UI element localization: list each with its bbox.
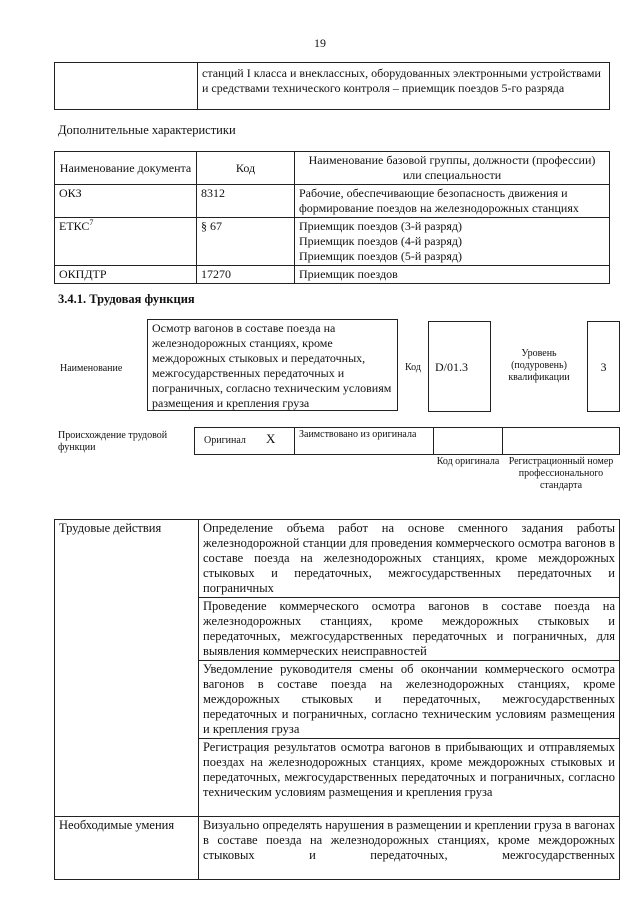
top-table-empty-cell bbox=[55, 63, 198, 110]
table-row bbox=[55, 218, 610, 266]
level-value-box: 3 bbox=[587, 321, 620, 412]
row-code: 17270 bbox=[197, 266, 295, 284]
row-name: Рабочие, обеспечивающие безопасность движения и формирование поездов на железнодорожных станциях bbox=[295, 185, 610, 218]
additional-table bbox=[54, 151, 610, 284]
header-doc: Наименование документа bbox=[55, 152, 197, 185]
reg-number-label: Регистрационный номер профессионального стандарта bbox=[508, 456, 614, 491]
labor-action-item: Определение объема работ на основе сменного задания работы железнодорожной станции для проведения коммерческого осмотра вагонов в составе поезда на железнодорожных станциях, кроме междорожных стыковых и передаточных, межгосударственных передаточных и пограничных bbox=[199, 520, 620, 598]
row-name-line: Приемщик поездов (5-й разряд) bbox=[299, 249, 462, 263]
row-doc: ЕТКС$^7$ bbox=[55, 218, 197, 266]
origin-label: Происхождение трудовой функции bbox=[58, 430, 168, 453]
row-doc: ОКПДТР bbox=[55, 266, 197, 284]
row-name: Приемщик поездов bbox=[295, 266, 610, 284]
labor-action-item: Регистрация результатов осмотра вагонов в прибывающих и отправляемых поездах на железнодорожных станциях, кроме междорожных стыковых и передаточных, межгосударственных передаточных и пограничных, согласно техническим условиям размещения и крепления груза bbox=[199, 739, 620, 817]
row-code: § 67 bbox=[197, 218, 295, 266]
labor-action-item: Уведомление руководителя смены об окончании коммерческого осмотра вагонов в составе поезда на железнодорожных станциях, кроме междорожных стыковых и передаточных, межгосударственных передаточных и пограничных, согласно техническим условиям размещения и крепления груза bbox=[199, 661, 620, 739]
top-table-text-cell: станций I класса и внеклассных, оборудованных электронными устройствами и средствами технического контроля – приемщик поездов 5-го разряда bbox=[198, 63, 610, 110]
skill-item: Визуально определять нарушения в размещении и креплении груза в вагонах в составе поезда на железнодорожных станциях, кроме междорожных стыковых и передаточных, межгосударственных bbox=[199, 817, 620, 880]
page-number: 19 bbox=[314, 36, 326, 50]
table-row bbox=[55, 185, 610, 218]
code-original-label: Код оригинала bbox=[436, 456, 500, 467]
row-doc: ОКЗ bbox=[55, 185, 197, 218]
labor-action-item: Проведение коммерческого осмотра вагонов в составе поезда на железнодорожных станциях, кроме междорожных стыковых и передаточных, межгосударственных передаточных и пограничных, для выявления коммерческих неисправностей bbox=[199, 598, 620, 661]
header-name: Наименование базовой группы, должности (профессии) или специальности bbox=[295, 152, 610, 185]
function-code-box: D/01.3 bbox=[428, 321, 491, 412]
table-row bbox=[55, 266, 610, 284]
row-name-line: Приемщик поездов (4-й разряд) bbox=[299, 234, 462, 248]
skills-label: Необходимые умения bbox=[55, 817, 199, 880]
table-row bbox=[55, 817, 620, 880]
top-continuation-table bbox=[54, 62, 610, 110]
details-table bbox=[54, 519, 620, 880]
original-mark: X bbox=[266, 431, 276, 446]
header-code: Код bbox=[197, 152, 295, 185]
function-heading: 3.4.1. Трудовая функция bbox=[58, 292, 195, 306]
table-row bbox=[55, 520, 620, 598]
borrowed-label: Заимствовано из оригинала bbox=[299, 429, 417, 440]
row-name bbox=[295, 218, 610, 266]
name-label: Наименование bbox=[60, 363, 123, 374]
row-code: 8312 bbox=[197, 185, 295, 218]
code-label: Код bbox=[405, 362, 421, 373]
original-label: Оригинал bbox=[204, 435, 246, 446]
row-name-line: Приемщик поездов (3-й разряд) bbox=[299, 219, 462, 233]
labor-actions-label: Трудовые действия bbox=[55, 520, 199, 817]
level-label: Уровень (подуровень) квалификации bbox=[508, 348, 570, 383]
footnote-mark: 7 bbox=[89, 218, 94, 227]
function-name-box: Осмотр вагонов в составе поезда на железнодорожных станциях, кроме междорожных стыковых и передаточных, межгосударственных передаточных и пограничных, согласно техническим условиям размещения и крепления груза bbox=[147, 319, 398, 411]
additional-table-header-row bbox=[55, 152, 610, 185]
additional-heading: Дополнительные характеристики bbox=[58, 123, 236, 137]
